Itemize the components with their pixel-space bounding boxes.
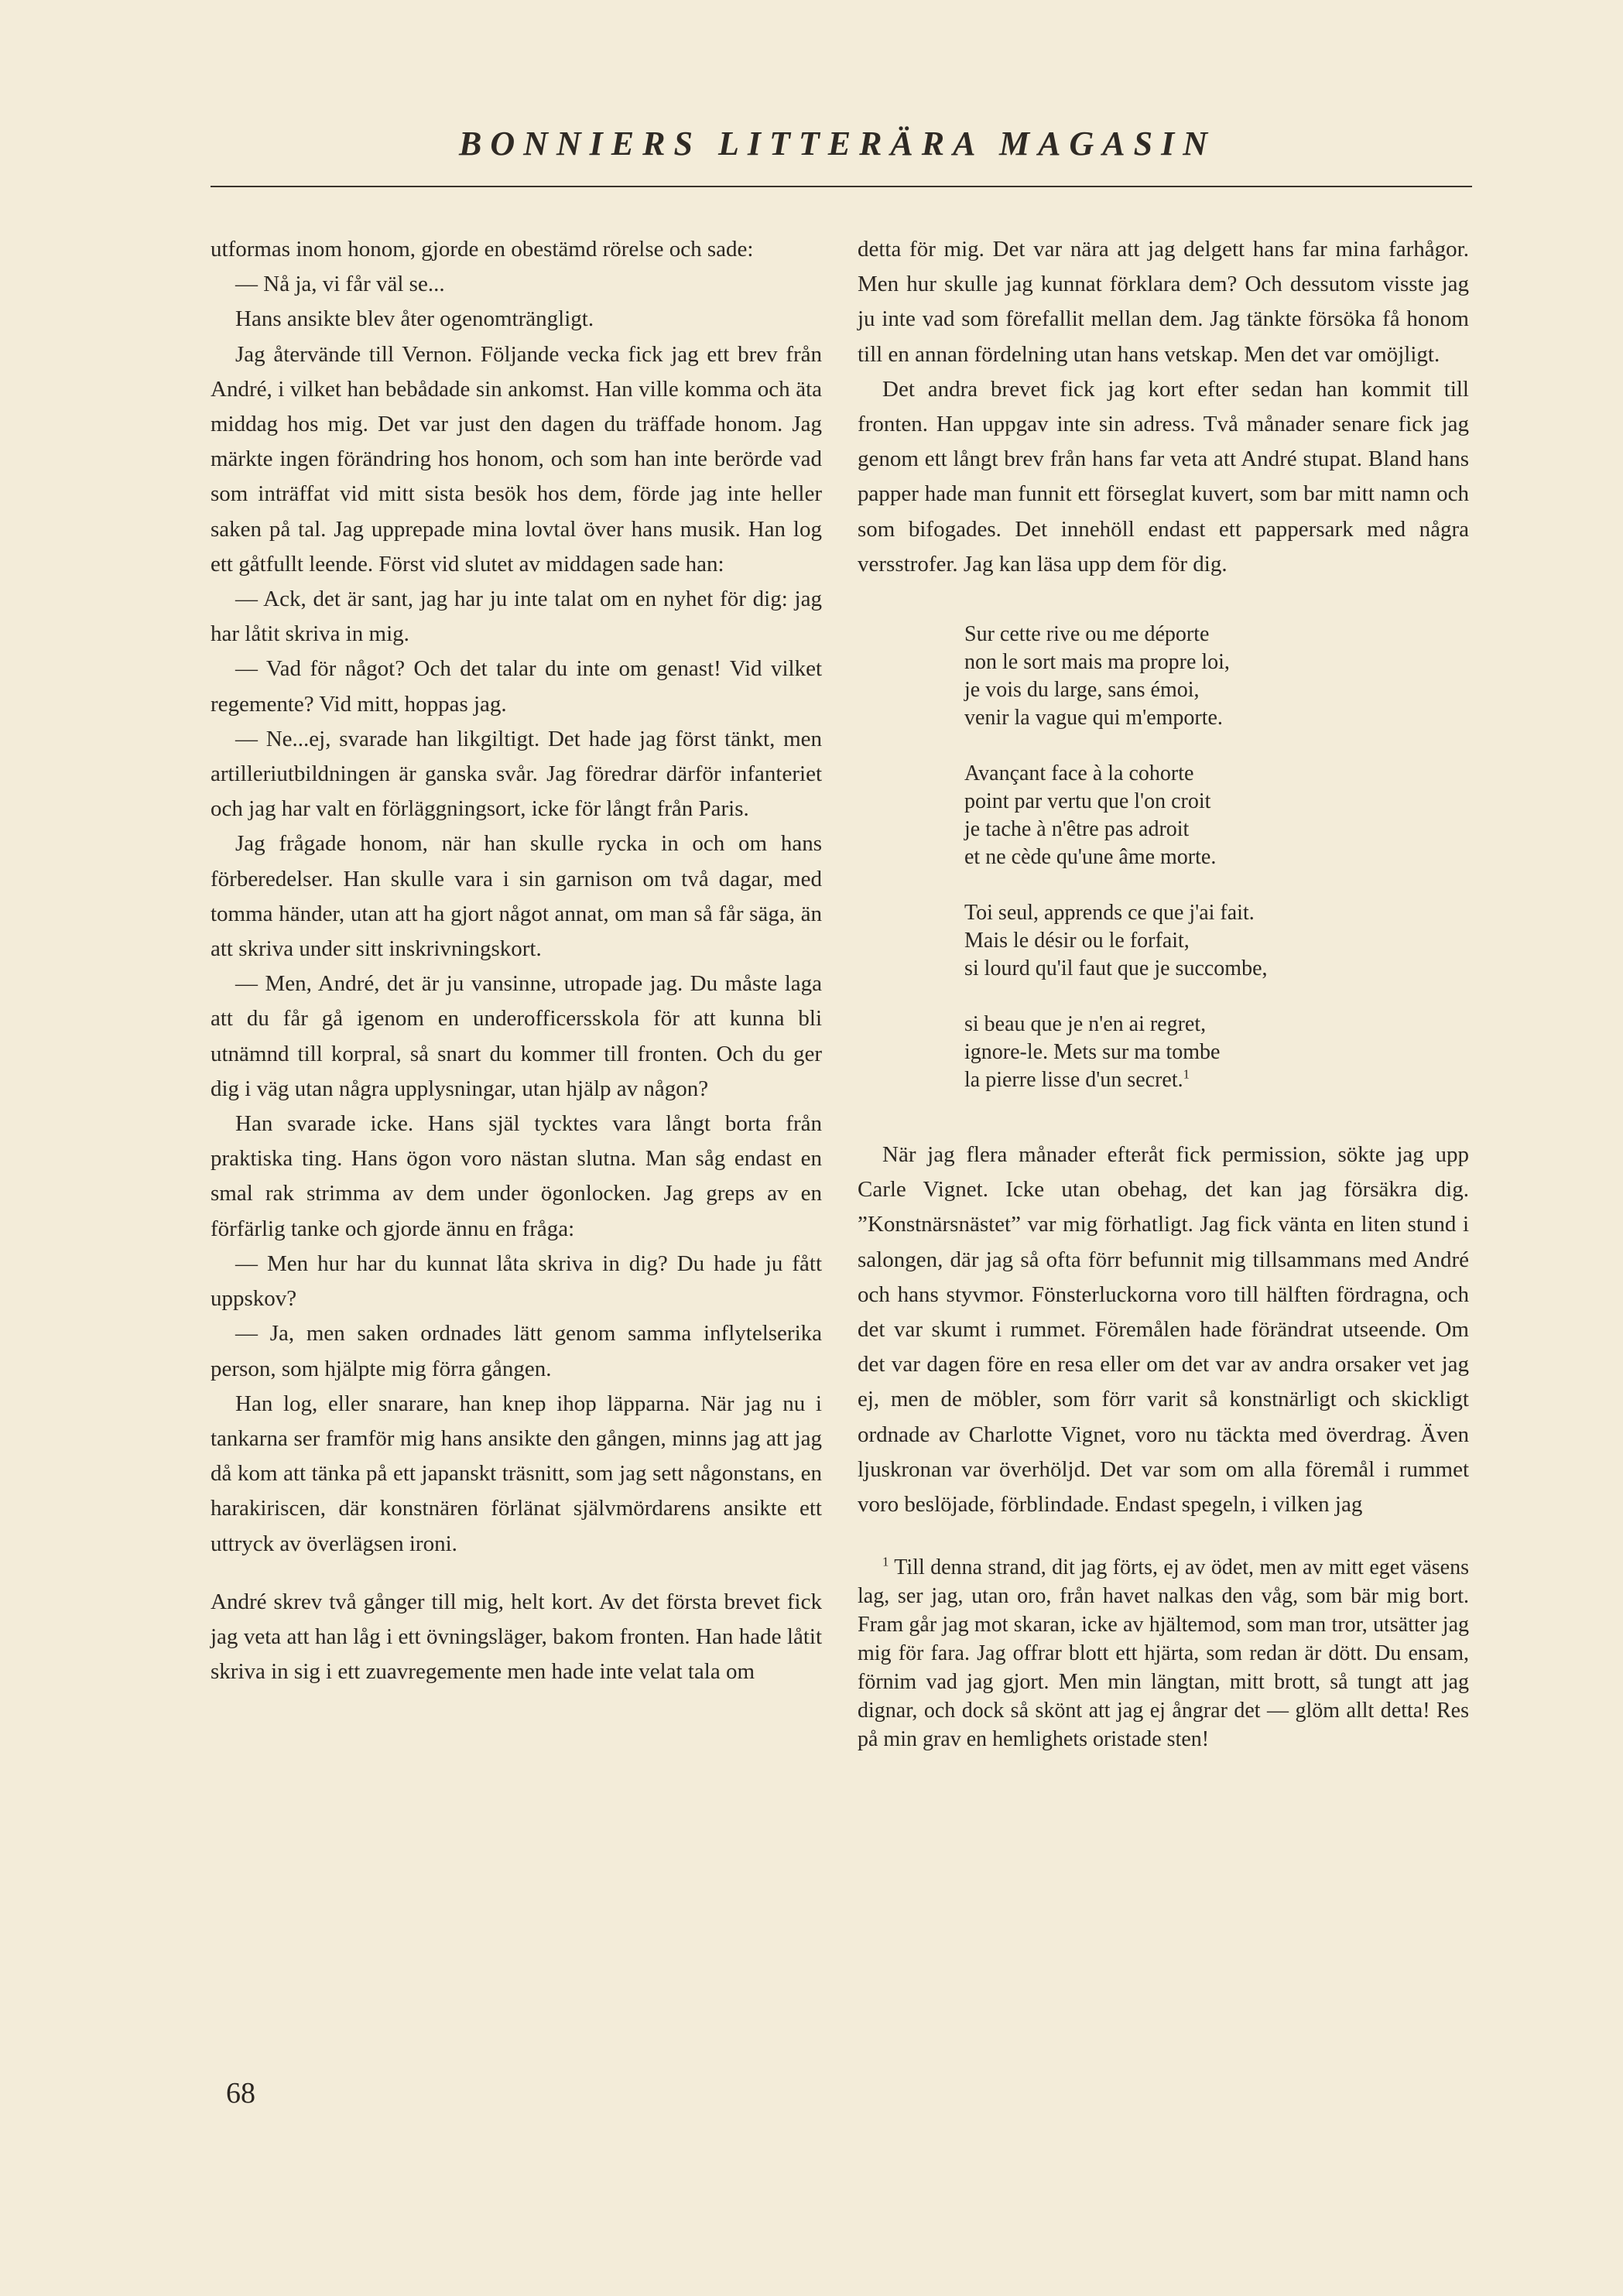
poem-line: ignore-le. Mets sur ma tombe (964, 1040, 1221, 1065)
poem-line: venir la vague qui m'emporte. (964, 706, 1223, 731)
poem-stanza (964, 621, 1469, 732)
poem-stanza (964, 760, 1469, 871)
footnote (858, 1553, 1469, 1754)
paragraph: — Vad för något? Och det talar du inte om genast! Vid vilket regemente? Vid mitt, hoppas jag. (211, 656, 822, 717)
paragraph: — Ne...ej, svarade han likgiltigt. Det hade jag först tänkt, men artilleriutbildningen är ganska svår. Jag föredrar därför infanteriet och jag har valt en förläggningsort, icke för långt från Paris. (211, 726, 822, 822)
poem-stanza (964, 1011, 1469, 1094)
header-title: BONNIERS LITTERÄRA MAGASIN (459, 125, 1216, 163)
footnote-number: 1 (882, 1554, 889, 1569)
paragraph: André skrev två gånger till mig, helt kort. Av det första brevet fick jag veta att han låg i ett övningsläger, bakom fronten. Han hade låtit skriva in sig i ett zuavregemente men hade inte velat tala om (211, 1589, 822, 1685)
paragraph: Jag frågade honom, när han skulle rycka in och om hans förberedelser. Han skulle vara i sin garnison om två dagar, med tomma händer, utan att ha gjort något annat, om man så får säga, än att skriva under sitt inskrivningskort. (211, 831, 822, 962)
running-header (203, 124, 1472, 163)
poem-line: si beau que je n'en ai regret, (964, 1012, 1207, 1037)
poem-line: non le sort mais ma propre loi, (964, 650, 1230, 675)
poem-line: je tache à n'être pas adroit (964, 817, 1190, 842)
paragraph: — Ack, det är sant, jag har ju inte talat om en nyhet för dig: jag har låtit skriva in mig. (211, 587, 822, 647)
poem-line-text: la pierre lisse d'un secret. (964, 1068, 1183, 1093)
poem-line: Toi seul, apprends ce que j'ai fait. (964, 901, 1255, 926)
paragraph: — Ja, men saken ordnades lätt genom samma inflytelserika person, som hjälpte mig förra gången. (211, 1321, 822, 1381)
paragraph: detta för mig. Det var nära att jag delgett hans far mina farhågor. Men hur skulle jag kunnat förklara dem? Och dessutom visste jag ju inte vad som förefallit mellan dem. Jag tänkte försöka få honom till en annan fördelning utan hans vetskap. Men det var omöjligt. (858, 237, 1469, 367)
poem-line (964, 1066, 1469, 1094)
poem-line: point par vertu que l'on croit (964, 789, 1211, 814)
paragraph: — Men hur har du kunnat låta skriva in dig? Du hade ju fått uppskov? (211, 1251, 822, 1312)
poem-line: si lourd qu'il faut que je succombe, (964, 956, 1268, 981)
paragraph: Jag återvände till Vernon. Följande vecka fick jag ett brev från André, i vilket han bebådade sin ankomst. Han ville komma och äta middag hos mig. Det var just den dagen du träffade honom. Jag märkte ingen förändring hos honom, och som han inte berörde vad som inträffat vid mitt sista besök hos dem, förde jag inte heller saken på tal. Jag upprepade mina lovtal över hans musik. Han log ett gåtfullt leende. Först vid slutet av middagen sade han: (211, 341, 822, 577)
footnote-marker: 1 (1183, 1066, 1190, 1082)
header-rule (211, 186, 1472, 187)
poem (964, 621, 1469, 1094)
paragraph: När jag flera månader efteråt fick permission, sökte jag upp Carle Vignet. Icke utan obehag, det kan jag försäkra dig. ”Konstnärsnästet” var mig förhatligt. Jag fick vänta en liten stund i salongen, där jag så ofta förr befunnit mig tillsammans med André och hans styvmor. Fönsterluckorna voro till hälften fördragna, och det var skumt i rummet. Föremålen hade förändrat utseende. Om det var dagen före en resa eller om det var av andra orsaker vet jag ej, men de möbler, som förr varit så konstnärligt och skickligt ordnade av Charlotte Vignet, voro nu täckta med överdrag. Även ljuskronan var överhöljd. Det var som om alla föremål i rummet voro beslöjade, förblindade. Endast spegeln, i vilken jag (858, 1142, 1469, 1518)
poem-line: et ne cède qu'une âme morte. (964, 845, 1217, 870)
right-column (858, 232, 1469, 1754)
paragraph: Han svarade icke. Hans själ tycktes vara långt borta från praktiska ting. Hans ögon voro nästan slutna. Man såg endast en smal rak strimma av dem under ögonlocken. Jag greps av en förfärlig tanke och gjorde ännu en fråga: (211, 1111, 822, 1241)
paragraph: Hans ansikte blev åter ogenomträngligt. (235, 306, 594, 332)
poem-line: Avançant face à la cohorte (964, 761, 1194, 786)
paragraph: utformas inom honom, gjorde en obestämd rörelse och sade: (211, 237, 754, 262)
paragraph: — Men, André, det är ju vansinne, utropade jag. Du måste laga att du får gå igenom en underofficersskola för att kunna bli utnämnd till korpral, så snart du kommer till fronten. Och du ger dig i väg utan några upplysningar, utan hjälp av någon? (211, 971, 822, 1101)
poem-line: Mais le désir ou le forfait, (964, 929, 1190, 953)
poem-line: Sur cette rive ou me déporte (964, 622, 1210, 647)
paragraph: Han log, eller snarare, han knep ihop läpparna. När jag nu i tankarna ser framför mig hans ansikte den gången, minns jag att jag då kom att tänka på ett japanskt träsnitt, som jag sett någonstans, en harakiriscen, där konstnären förlänat självmördarens ansikte ett uttryck av överlägsen ironi. (211, 1391, 822, 1556)
page-number: 68 (226, 2077, 255, 2110)
paragraph: Det andra brevet fick jag kort efter sedan han kommit till fronten. Han uppgav inte sin adress. Två månader senare fick jag genom ett långt brev från hans far veta att André stupat. Bland hans papper hade man funnit ett förseglat kuvert, som bar mitt namn och som bifogades. Det innehöll endast ett pappersark med några versstrofer. Jag kan läsa upp dem för dig. (858, 376, 1469, 577)
poem-stanza (964, 899, 1469, 983)
paragraph: — Nå ja, vi får väl se... (235, 272, 445, 297)
left-column (211, 232, 822, 1689)
poem-line: je vois du large, sans émoi, (964, 678, 1200, 703)
footnote-text: Till denna strand, dit jag förts, ej av ödet, men av mitt eget väsens lag, ser jag, utan oro, från havet nalkas den våg, som bär mig bort. Fram går jag mot skaran, icke av hjältemod, som man tror, utsätter jag mig för fara. Jag offrar blott ett hjärta, som redan är dött. Du ensam, förnim vad jag gjort. Men min längtan, mitt brott, så tungt att jag dignar, och dock så skönt att jag ej ångrar det — glöm allt detta! Res på min grav en hemlighets oristade sten! (858, 1555, 1469, 1752)
